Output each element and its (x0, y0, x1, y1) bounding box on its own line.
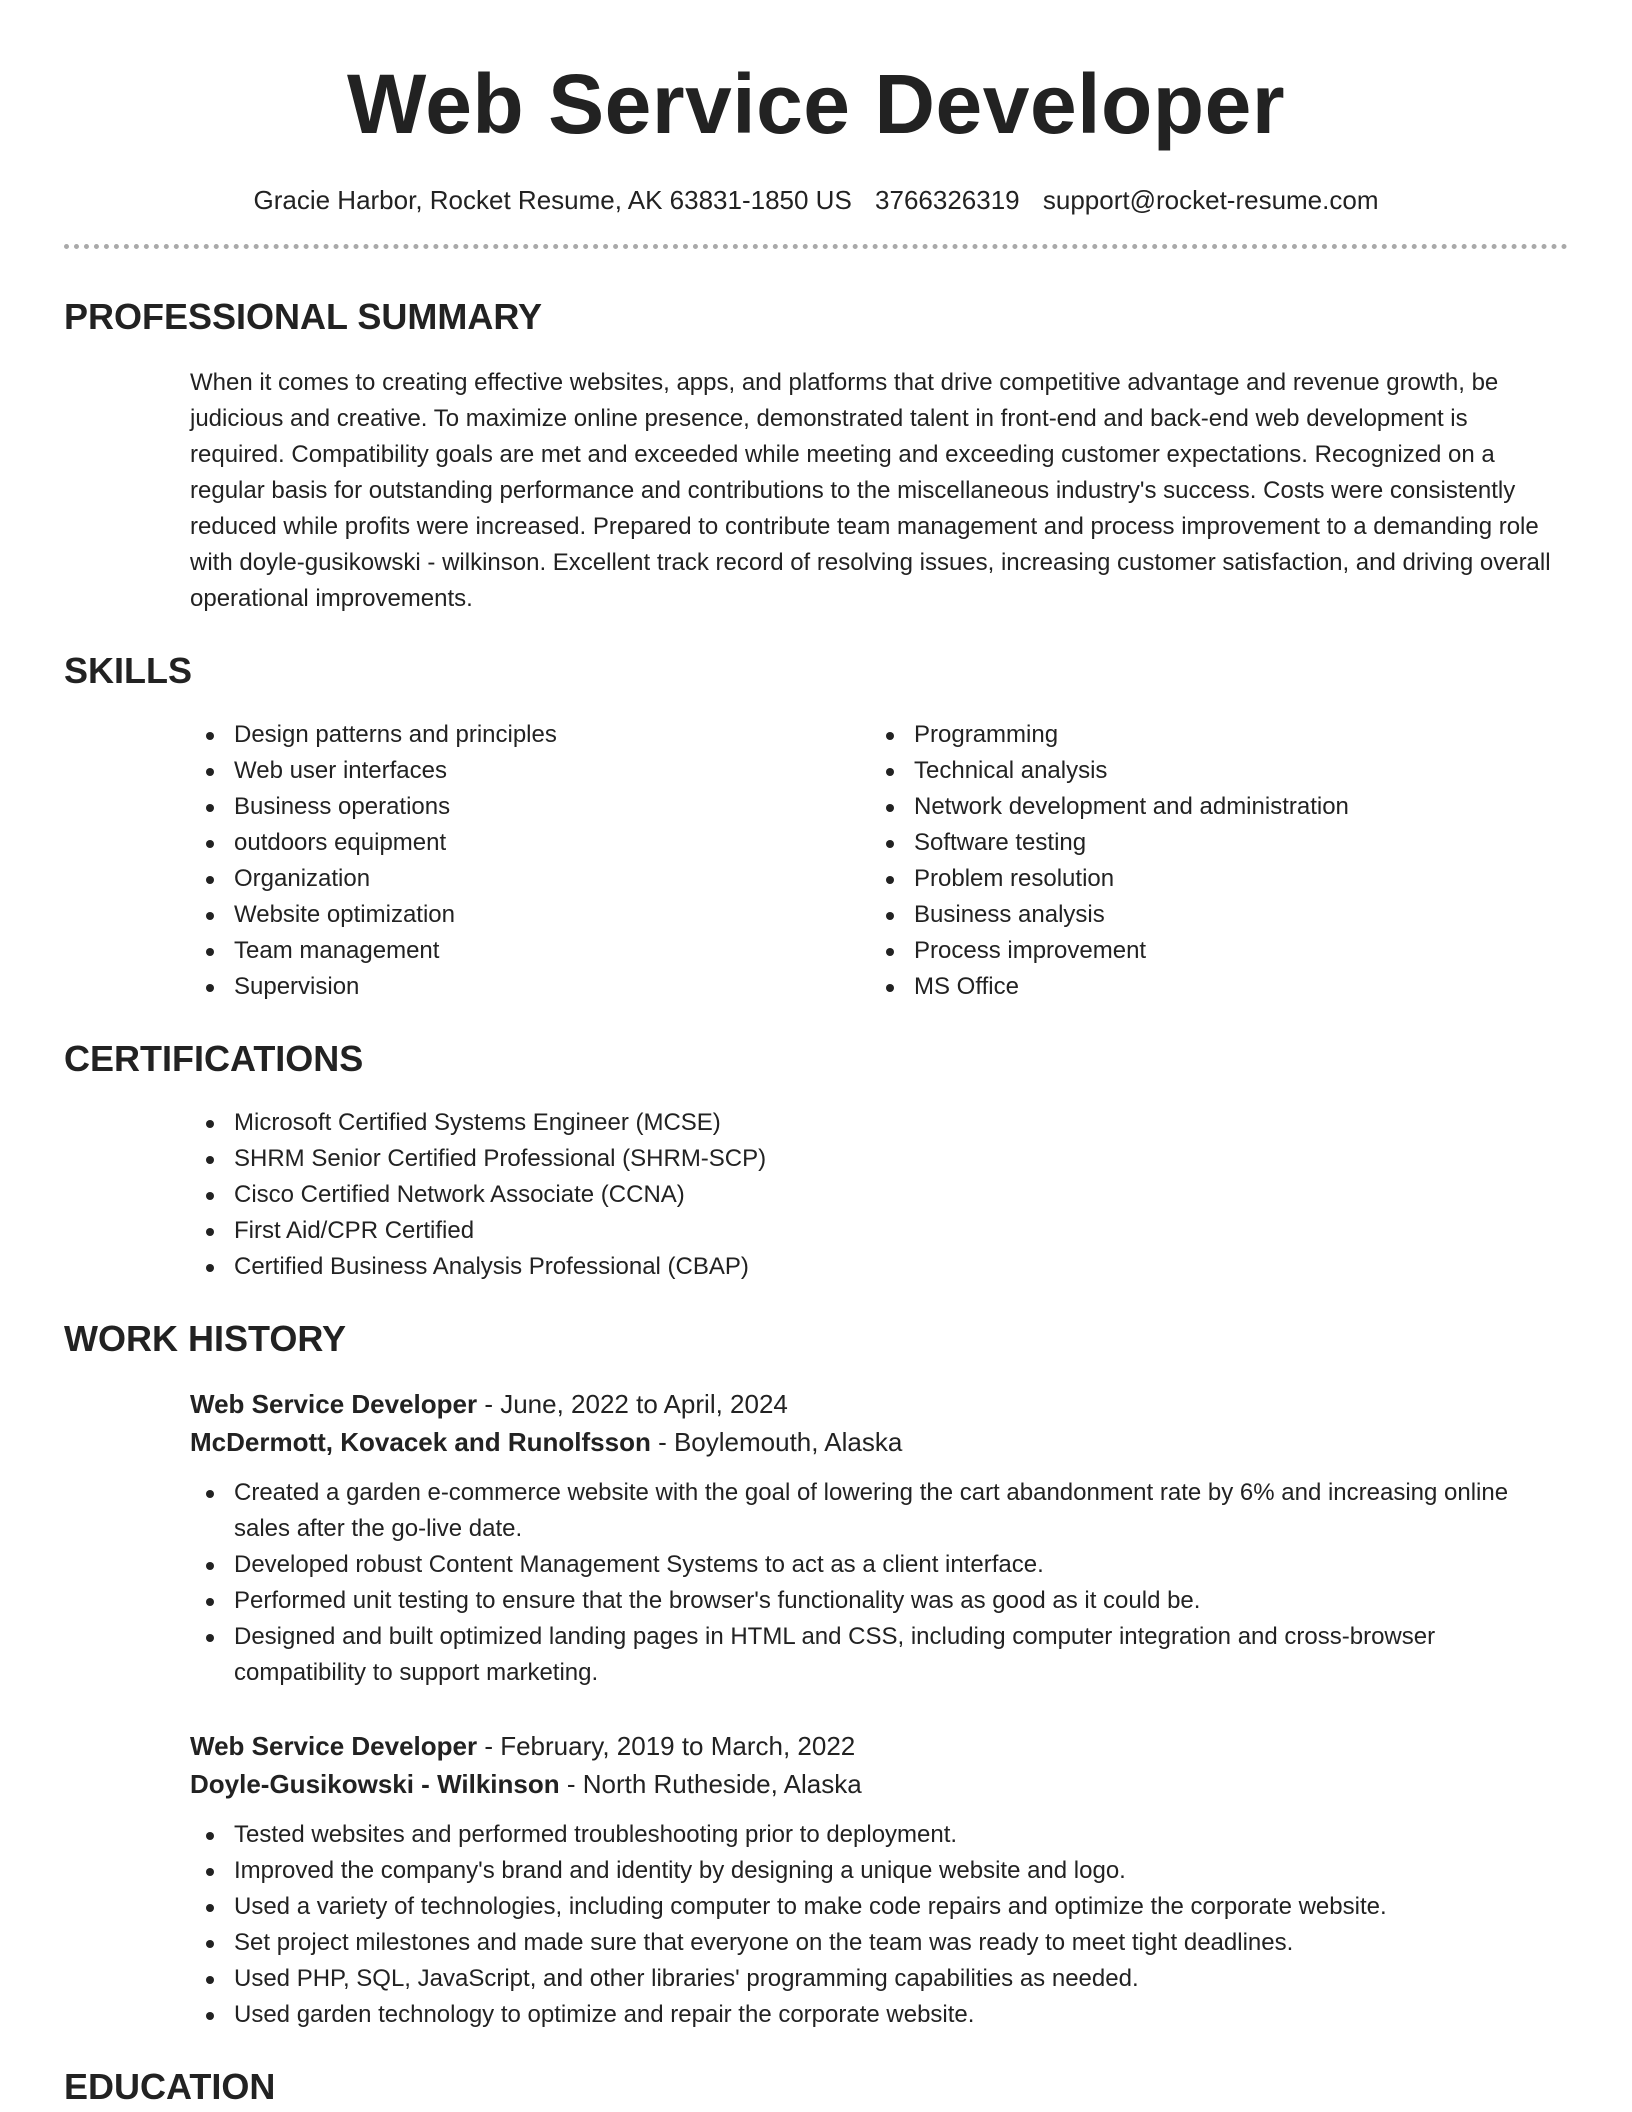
skill-item: Problem resolution (870, 861, 1550, 897)
skills-list-right (870, 717, 1550, 1005)
job-bullet: Improved the company's brand and identity by designing a unique website and logo. (190, 1853, 1554, 1889)
work-history-heading: WORK HISTORY (64, 1318, 347, 1359)
certification-item: Cisco Certified Network Associate (CCNA) (190, 1177, 1568, 1213)
job-title-line (190, 1727, 1568, 1765)
job-role: Web Service Developer (190, 1389, 478, 1419)
job-entry (190, 1385, 1568, 1691)
skill-item: Technical analysis (870, 753, 1550, 789)
skill-item: MS Office (870, 969, 1550, 1005)
certification-item: Certified Business Analysis Professional (CBAP) (190, 1249, 1568, 1285)
education-heading: EDUCATION (64, 2066, 276, 2107)
job-bullet: Used garden technology to optimize and repair the corporate website. (190, 1997, 1554, 2033)
job-bullets (190, 1475, 1554, 1691)
skill-item: Software testing (870, 825, 1550, 861)
work-history-section (64, 1317, 1568, 2033)
job-bullet: Performed unit testing to ensure that the browser's functionality was as good as it could be. (190, 1583, 1554, 1619)
skill-item: Design patterns and principles (190, 717, 870, 753)
skill-item: Website optimization (190, 897, 870, 933)
certification-item: First Aid/CPR Certified (190, 1213, 1568, 1249)
skill-item: Network development and administration (870, 789, 1550, 825)
job-company: Doyle-Gusikowski - Wilkinson (190, 1769, 560, 1799)
skill-item: Process improvement (870, 933, 1550, 969)
job-company: McDermott, Kovacek and Runolfsson (190, 1427, 651, 1457)
skill-item: Business operations (190, 789, 870, 825)
job-company-line (190, 1765, 1568, 1803)
contact-phone: 3766326319 (875, 185, 1020, 215)
contact-email: support@rocket-resume.com (1042, 185, 1379, 215)
education-section (64, 2065, 1568, 2109)
contact-address: Gracie Harbor, Rocket Resume, AK 63831-1850 US (253, 185, 852, 215)
skill-item: Team management (190, 933, 870, 969)
resume-title: Web Service Developer (346, 57, 1286, 151)
job-entry (190, 1727, 1568, 2033)
skills-section (64, 649, 1568, 1005)
job-dates: - June, 2022 to April, 2024 (477, 1389, 788, 1419)
job-bullets (190, 1817, 1554, 2033)
job-bullet: Developed robust Content Management Systems to act as a client interface. (190, 1547, 1554, 1583)
job-bullet: Created a garden e-commerce website with the goal of lowering the cart abandonment rate by 6% and increasing online sales after the go-live date. (190, 1475, 1554, 1547)
skill-item: Web user interfaces (190, 753, 870, 789)
contact-line (64, 182, 1568, 218)
certification-item: SHRM Senior Certified Professional (SHRM-SCP) (190, 1141, 1568, 1177)
job-bullet: Used a variety of technologies, including computer to make code repairs and optimize the corporate website. (190, 1889, 1554, 1925)
certification-item: Microsoft Certified Systems Engineer (MCSE) (190, 1105, 1568, 1141)
skill-item: Programming (870, 717, 1550, 753)
job-bullet: Designed and built optimized landing pages in HTML and CSS, including computer integration and cross-browser compatibility to support marketing. (190, 1619, 1554, 1691)
job-company-line (190, 1423, 1568, 1461)
job-location: - Boylemouth, Alaska (650, 1427, 903, 1457)
summary-section (64, 295, 1568, 617)
skills-list-left (190, 717, 870, 1005)
summary-heading: PROFESSIONAL SUMMARY (64, 296, 543, 337)
skill-item: Organization (190, 861, 870, 897)
job-bullet: Used PHP, SQL, JavaScript, and other libraries' programming capabilities as needed. (190, 1961, 1554, 1997)
summary-text: When it comes to creating effective websites, apps, and platforms that drive competitive advantage and revenue growth, be judicious and creative. To maximize online presence, demonstrated talent in front-end and back-end web development is required. Compatibility goals are met and exceeded while meeting and exceeding customer expectations. Recognized on a regular basis for outstanding performance and contributions to the miscellaneous industry's success. Costs were consistently reduced while profits were increased. Prepared to contribute team management and process improvement to a demanding role with doyle-gusikowski - wilkinson. Excellent track record of resolving issues, increasing customer satisfaction, and driving overall operational improvements. (190, 369, 1551, 612)
job-bullet: Tested websites and performed troubleshooting prior to deployment. (190, 1817, 1554, 1853)
skill-item: Supervision (190, 969, 870, 1005)
skills-grid (190, 717, 1568, 1005)
job-dates: - February, 2019 to March, 2022 (477, 1731, 856, 1761)
job-location: - North Rutheside, Alaska (559, 1769, 862, 1799)
job-bullet: Set project milestones and made sure that everyone on the team was ready to meet tight deadlines. (190, 1925, 1554, 1961)
skill-item: outdoors equipment (190, 825, 870, 861)
job-role: Web Service Developer (190, 1731, 478, 1761)
skill-item: Business analysis (870, 897, 1550, 933)
certifications-section (64, 1037, 1568, 1285)
header-divider (64, 244, 1568, 249)
skills-heading: SKILLS (64, 650, 193, 691)
job-title-line (190, 1385, 1568, 1423)
certifications-heading: CERTIFICATIONS (64, 1038, 364, 1079)
certifications-list (190, 1105, 1568, 1285)
